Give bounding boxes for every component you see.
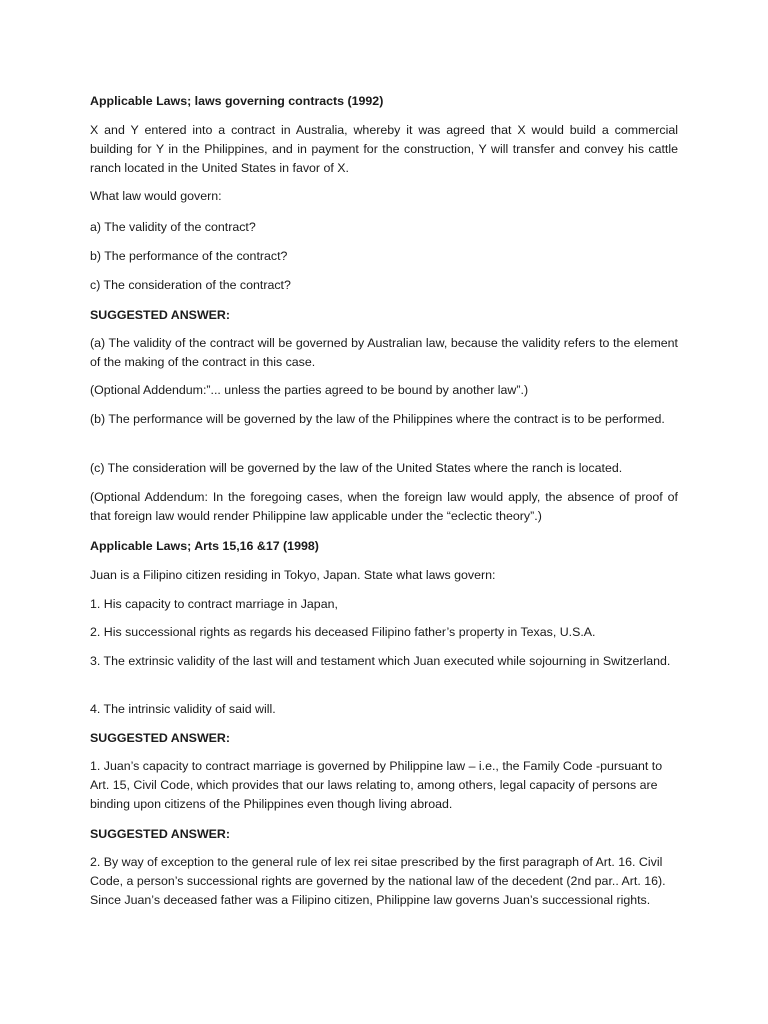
answer-c: (c) The consideration will be governed by the law of the United States where the ranch is located. <box>90 461 623 475</box>
answer-2: 2. By way of exception to the general rule of lex rei sitae prescribed by the first paragraph of Art. 16. Civil Code, a person’s successional rights are governed by the national law of the decedent (2nd par.. Art. 16). Since Juan’s deceased father was a Filipino citizen, Philippine law governs Juan’s successional rights. <box>90 855 666 907</box>
problem-statement-1992: X and Y entered into a contract in Australia, whereby it was agreed that X would build a commercial building for Y in the Philippines, and in payment for the construction, Y will transfer and convey his cattle ranch located in the United States in favor of X. <box>90 123 678 175</box>
answer-a: (a) The validity of the contract will be governed by Australian law, because the validity refers to the element of the making of the contract in this case. <box>90 336 678 369</box>
heading-1998: Applicable Laws; Arts 15,16 &17 (1998) <box>90 539 319 553</box>
answer-1: 1. Juan’s capacity to contract marriage is governed by Philippine law – i.e., the Family Code -pursuant to Art. 15, Civil Code, which provides that our laws relating to, among others, legal capacity of persons are binding upon citizens of the Philippines even though living abroad. <box>90 759 663 811</box>
suggested-answer-heading-2: SUGGESTED ANSWER: <box>90 731 230 745</box>
suggested-answer-heading-3: SUGGESTED ANSWER: <box>90 827 230 841</box>
answer-b: (b) The performance will be governed by the law of the Philippines where the contract is to be performed. <box>90 412 665 426</box>
item-3: 3. The extrinsic validity of the last will and testament which Juan executed while sojourning in Switzerland. <box>90 654 671 668</box>
heading-1992: Applicable Laws; laws governing contracts (1992) <box>90 94 384 108</box>
problem-statement-1998: Juan is a Filipino citizen residing in Tokyo, Japan. State what laws govern: <box>90 568 496 582</box>
addendum-1: (Optional Addendum:”... unless the parties agreed to be bound by another law”.) <box>90 383 529 397</box>
question-c: c) The consideration of the contract? <box>90 278 291 292</box>
suggested-answer-heading: SUGGESTED ANSWER: <box>90 308 230 322</box>
item-2: 2. His successional rights as regards his deceased Filipino father’s property in Texas, U.S.A. <box>90 625 596 639</box>
item-1: 1. His capacity to contract marriage in Japan, <box>90 597 338 611</box>
item-4: 4. The intrinsic validity of said will. <box>90 702 276 716</box>
question-b: b) The performance of the contract? <box>90 249 288 263</box>
question-prompt: What law would govern: <box>90 189 222 203</box>
addendum-2: (Optional Addendum: In the foregoing cases, when the foreign law would apply, the absence of proof of that foreign law would render Philippine law applicable under the “eclectic theory”.) <box>90 490 678 523</box>
question-a: a) The validity of the contract? <box>90 220 256 234</box>
